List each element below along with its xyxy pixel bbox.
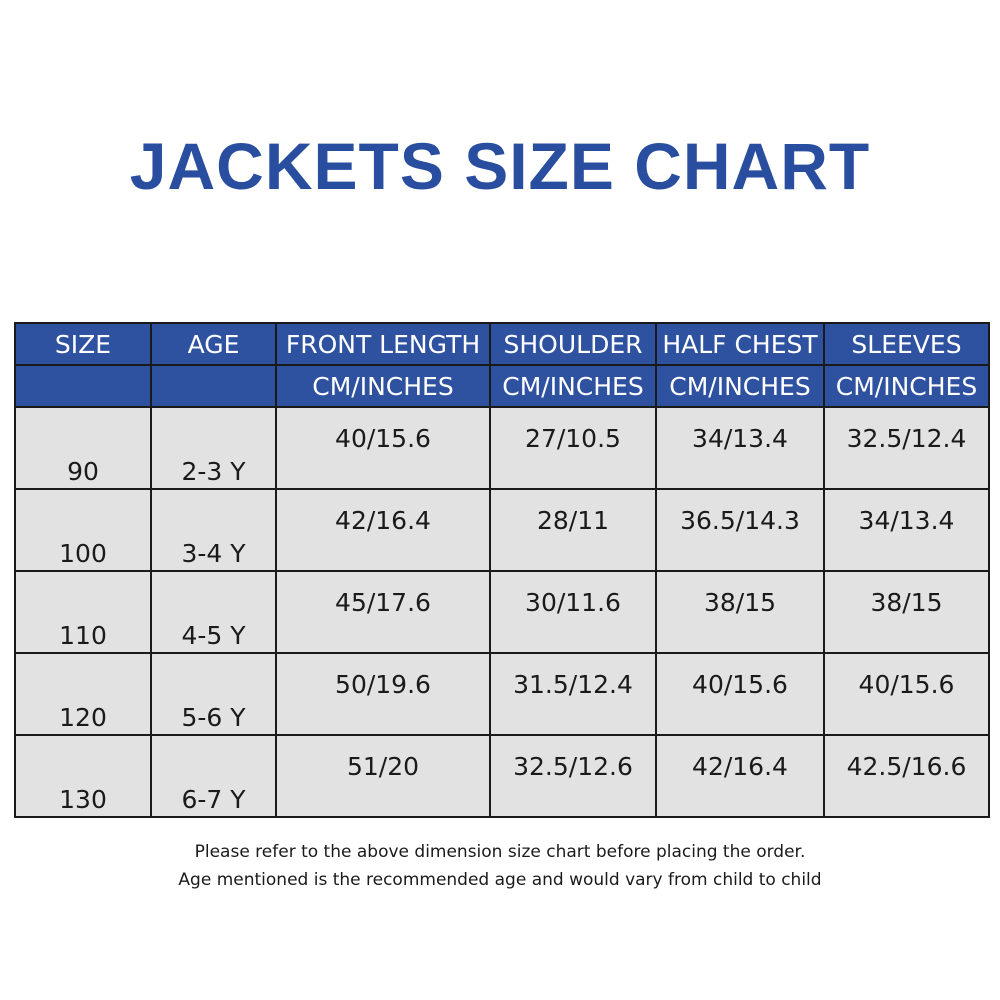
cell-shoulder: 31.5/12.4: [490, 653, 656, 735]
cell-half-chest: 38/15: [656, 571, 824, 653]
cell-size: 100: [15, 489, 151, 571]
footnote-refer: Please refer to the above dimension size chart before placing the order.: [194, 842, 806, 862]
cell-front-length: 50/19.6: [276, 653, 490, 735]
header-row-labels: [15, 323, 989, 365]
footnote-age: Age mentioned is the recommended age and would vary from child to child: [178, 870, 822, 890]
cell-sleeves: 34/13.4: [824, 489, 989, 571]
unit-size: [15, 365, 151, 407]
header-shoulder: SHOULDER: [490, 323, 656, 365]
header-half-chest: HALF CHEST: [656, 323, 824, 365]
cell-shoulder: 30/11.6: [490, 571, 656, 653]
cell-shoulder: 28/11: [490, 489, 656, 571]
cell-size: 130: [15, 735, 151, 817]
cell-front-length: 45/17.6: [276, 571, 490, 653]
cell-age: 5-6 Y: [151, 653, 276, 735]
table-row: [15, 735, 989, 817]
cell-shoulder: 27/10.5: [490, 407, 656, 489]
cell-size: 110: [15, 571, 151, 653]
cell-age: 3-4 Y: [151, 489, 276, 571]
unit-front-length: CM/INCHES: [276, 365, 490, 407]
cell-half-chest: 34/13.4: [656, 407, 824, 489]
cell-shoulder: 32.5/12.6: [490, 735, 656, 817]
header-row-units: [15, 365, 989, 407]
header-size: SIZE: [15, 323, 151, 365]
table-row: [15, 489, 989, 571]
table-row: [15, 653, 989, 735]
unit-half-chest: CM/INCHES: [656, 365, 824, 407]
size-chart-table: [14, 322, 990, 818]
cell-front-length: 42/16.4: [276, 489, 490, 571]
cell-sleeves: 32.5/12.4: [824, 407, 989, 489]
unit-sleeves: CM/INCHES: [824, 365, 989, 407]
cell-half-chest: 42/16.4: [656, 735, 824, 817]
cell-size: 90: [15, 407, 151, 489]
header-age: AGE: [151, 323, 276, 365]
cell-age: 6-7 Y: [151, 735, 276, 817]
unit-age: [151, 365, 276, 407]
cell-age: 4-5 Y: [151, 571, 276, 653]
header-sleeves: SLEEVES: [824, 323, 989, 365]
cell-sleeves: 42.5/16.6: [824, 735, 989, 817]
table-row: [15, 407, 989, 489]
cell-size: 120: [15, 653, 151, 735]
header-front-length: FRONT LENGTH: [276, 323, 490, 365]
cell-sleeves: 38/15: [824, 571, 989, 653]
cell-age: 2-3 Y: [151, 407, 276, 489]
cell-half-chest: 36.5/14.3: [656, 489, 824, 571]
unit-shoulder: CM/INCHES: [490, 365, 656, 407]
cell-front-length: 51/20: [276, 735, 490, 817]
table-row: [15, 571, 989, 653]
cell-front-length: 40/15.6: [276, 407, 490, 489]
cell-half-chest: 40/15.6: [656, 653, 824, 735]
page-title: JACKETS SIZE CHART: [129, 129, 871, 203]
cell-sleeves: 40/15.6: [824, 653, 989, 735]
